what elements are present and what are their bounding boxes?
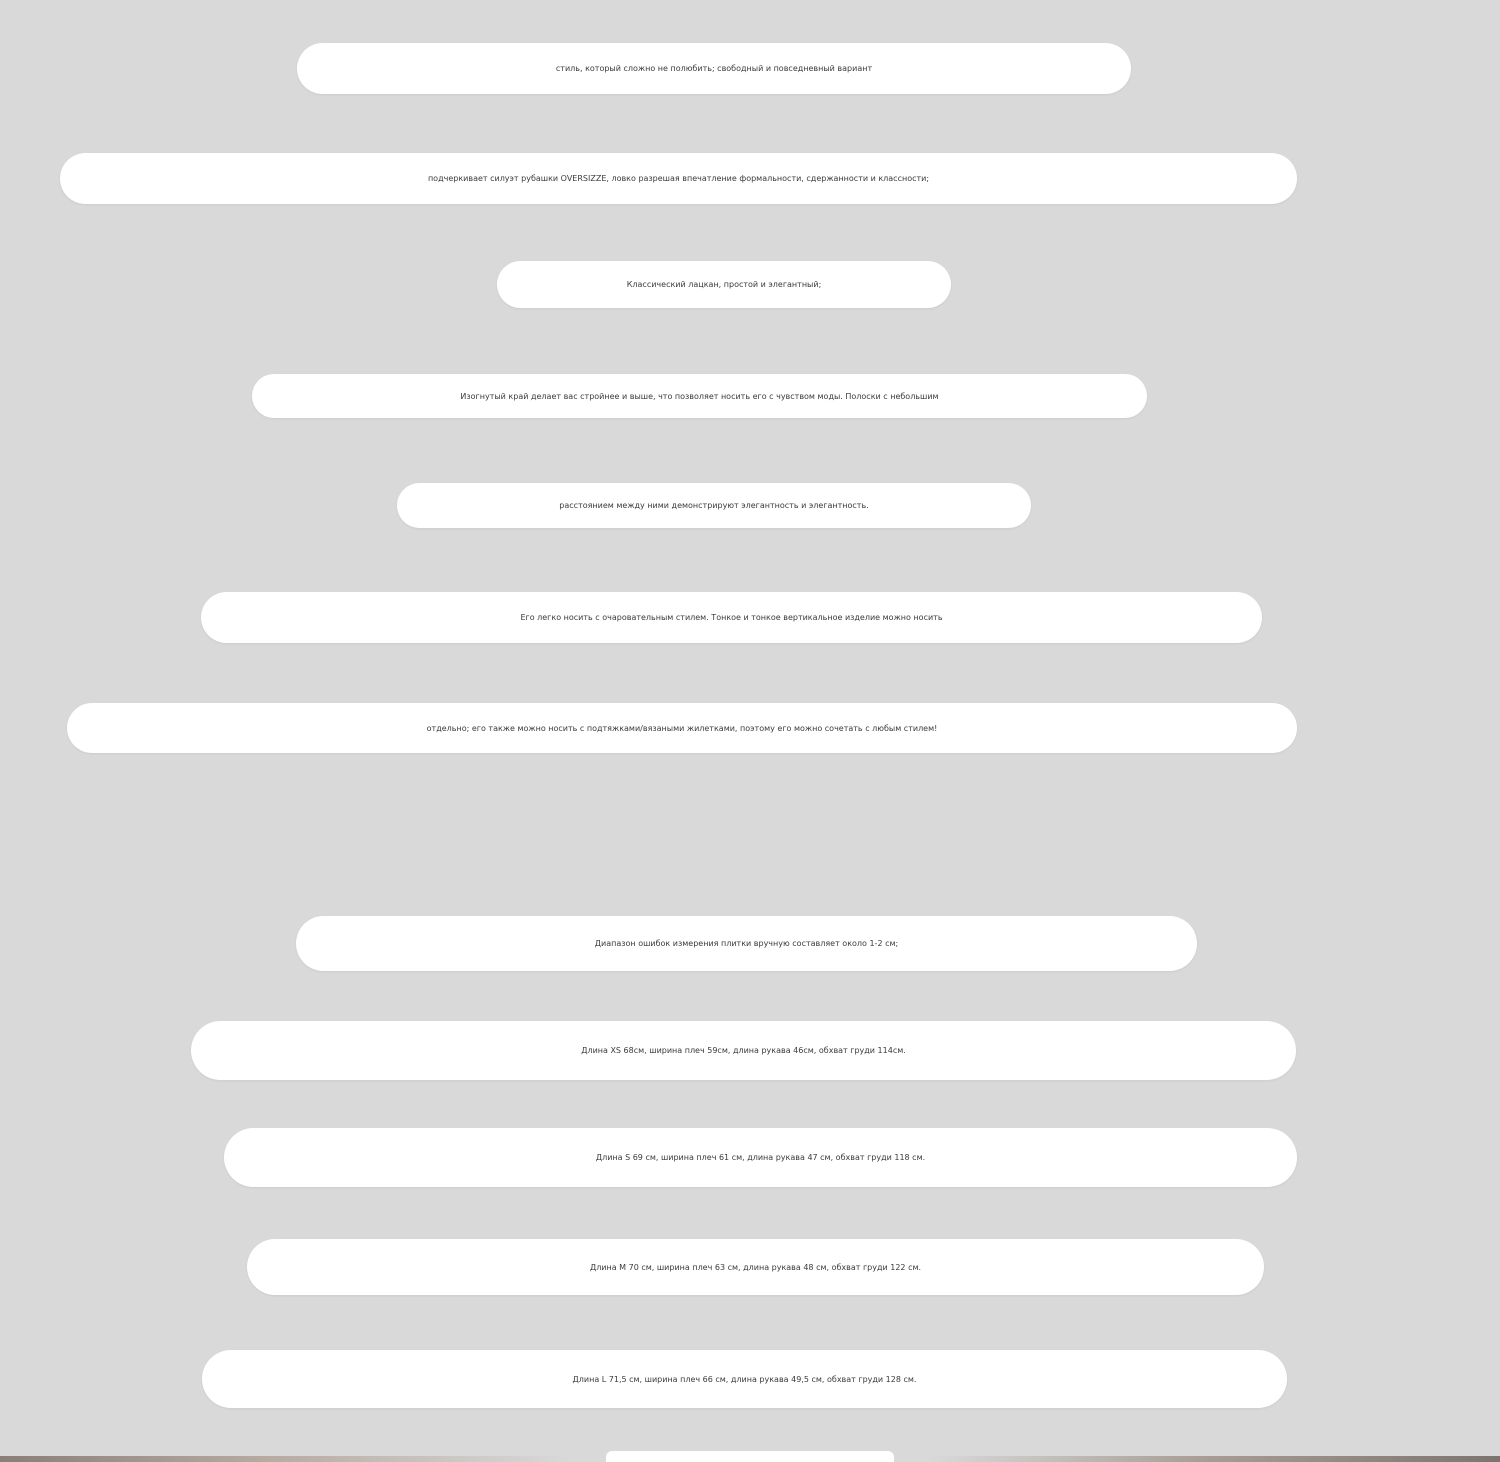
size-m-line: Длина M 70 см, ширина плеч 63 см, длина рукава 48 см, обхват груди 122 см.	[247, 1239, 1264, 1295]
description-line-1: стиль, который сложно не полюбить; свободный и повседневный вариант	[297, 43, 1131, 94]
measurement-note: Диапазон ошибок измерения плитки вручную составляет около 1-2 см;	[296, 916, 1197, 971]
size-l-line: Длина L 71,5 см, ширина плеч 66 см, длина рукава 49,5 см, обхват груди 128 см.	[202, 1350, 1287, 1408]
description-line-4: Изогнутый край делает вас стройнее и выше, что позволяет носить его с чувством моды. Полоски с небольшим	[252, 374, 1147, 418]
size-xs-line: Длина XS 68см, ширина плеч 59см, длина рукава 46см, обхват груди 114см.	[191, 1021, 1296, 1080]
home-indicator[interactable]	[606, 1451, 894, 1462]
description-line-5: расстоянием между ними демонстрируют элегантность и элегантность.	[397, 483, 1031, 528]
description-line-6: Его легко носить с очаровательным стилем. Тонкое и тонкое вертикальное изделие можно носить	[201, 592, 1262, 643]
description-line-2: подчеркивает силуэт рубашки OVERSIZZE, ловко разрешая впечатление формальности, сдержанности и классности;	[60, 153, 1297, 204]
description-line-7: отдельно; его также можно носить с подтяжками/вязаными жилетками, поэтому его можно сочетать с любым стилем!	[67, 703, 1297, 753]
size-s-line: Длина S 69 см, ширина плеч 61 см, длина рукава 47 см, обхват груди 118 см.	[224, 1128, 1297, 1187]
description-line-3: Классический лацкан, простой и элегантный;	[497, 261, 951, 308]
